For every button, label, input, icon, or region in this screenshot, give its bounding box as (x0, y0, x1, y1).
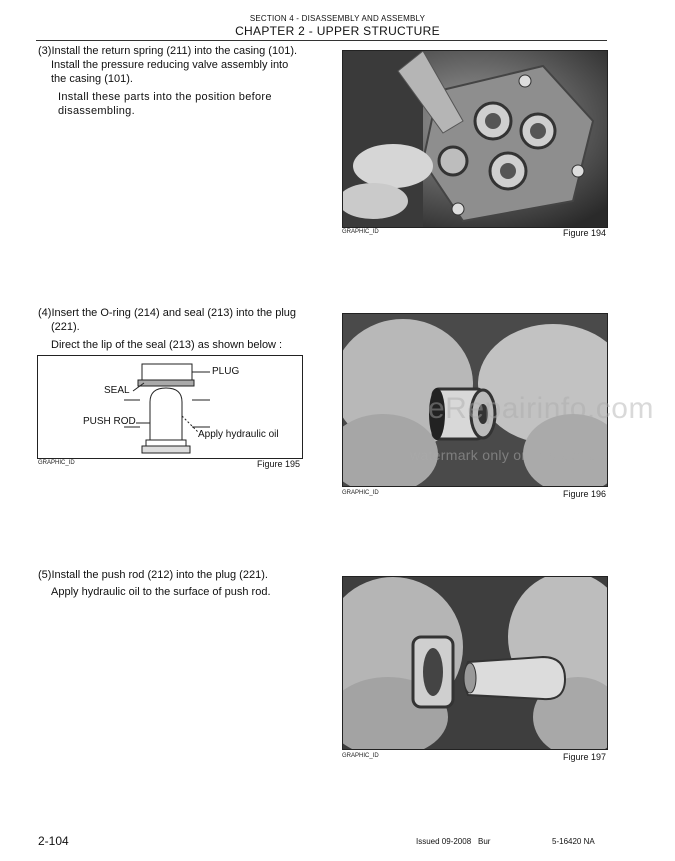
plug-label: PLUG (212, 366, 240, 377)
seal-label: SEAL (104, 385, 130, 396)
step-3-line-5: disassembling. (58, 105, 135, 117)
section-title: SECTION 4 - DISASSEMBLY AND ASSEMBLY (249, 14, 426, 23)
figure-195-caption: Figure 195 (256, 459, 300, 469)
figure-196-caption: Figure 196 (562, 489, 606, 499)
push-rod-label: PUSH ROD (83, 416, 136, 427)
document-number: 5-16420 NA (552, 837, 595, 846)
seal-diagram (37, 355, 303, 459)
step-5-line-2: Apply hydraulic oil to the surface of push rod. (51, 586, 271, 598)
header-rule (36, 40, 607, 41)
step-3-line-1: (3)Install the return spring (211) into the casing (101). (38, 45, 298, 57)
step-3-line-3: the casing (101). (51, 73, 133, 85)
figure-194-graphic-id: GRAPHIC_ID (342, 229, 379, 235)
language-code: Bur (478, 837, 491, 846)
figure-194-photo (342, 50, 608, 228)
step-5-line-1: (5)Install the push rod (212) into the plug (221). (38, 569, 268, 581)
watermark-site: eRepairinfo.com (428, 392, 654, 425)
figure-197-graphic-id: GRAPHIC_ID (342, 753, 379, 759)
step-3-line-2: Install the pressure reducing valve assembly into (51, 59, 289, 71)
step-4-line-3: Direct the lip of the seal (213) as shown below : (51, 339, 283, 351)
page-number: 2-104 (38, 834, 69, 848)
figure-197-caption: Figure 197 (562, 752, 606, 762)
step-3-line-4: Install these parts into the position before (58, 91, 272, 103)
step-4-line-2: (221). (51, 321, 80, 333)
hydraulic-oil-label: Apply hydraulic oil (198, 429, 279, 440)
figure-195-graphic-id: GRAPHIC_ID (38, 460, 75, 466)
figure-197-photo (342, 576, 608, 750)
watermark-note: watermark only on this sample (410, 447, 608, 463)
figure-194-caption: Figure 194 (562, 228, 606, 238)
chapter-title: CHAPTER 2 - UPPER STRUCTURE (235, 24, 440, 38)
figure-196-graphic-id: GRAPHIC_ID (342, 490, 379, 496)
issued-date: Issued 09-2008 (416, 837, 472, 846)
step-4-line-1: (4)Insert the O-ring (214) and seal (213) into the plug (38, 307, 297, 319)
